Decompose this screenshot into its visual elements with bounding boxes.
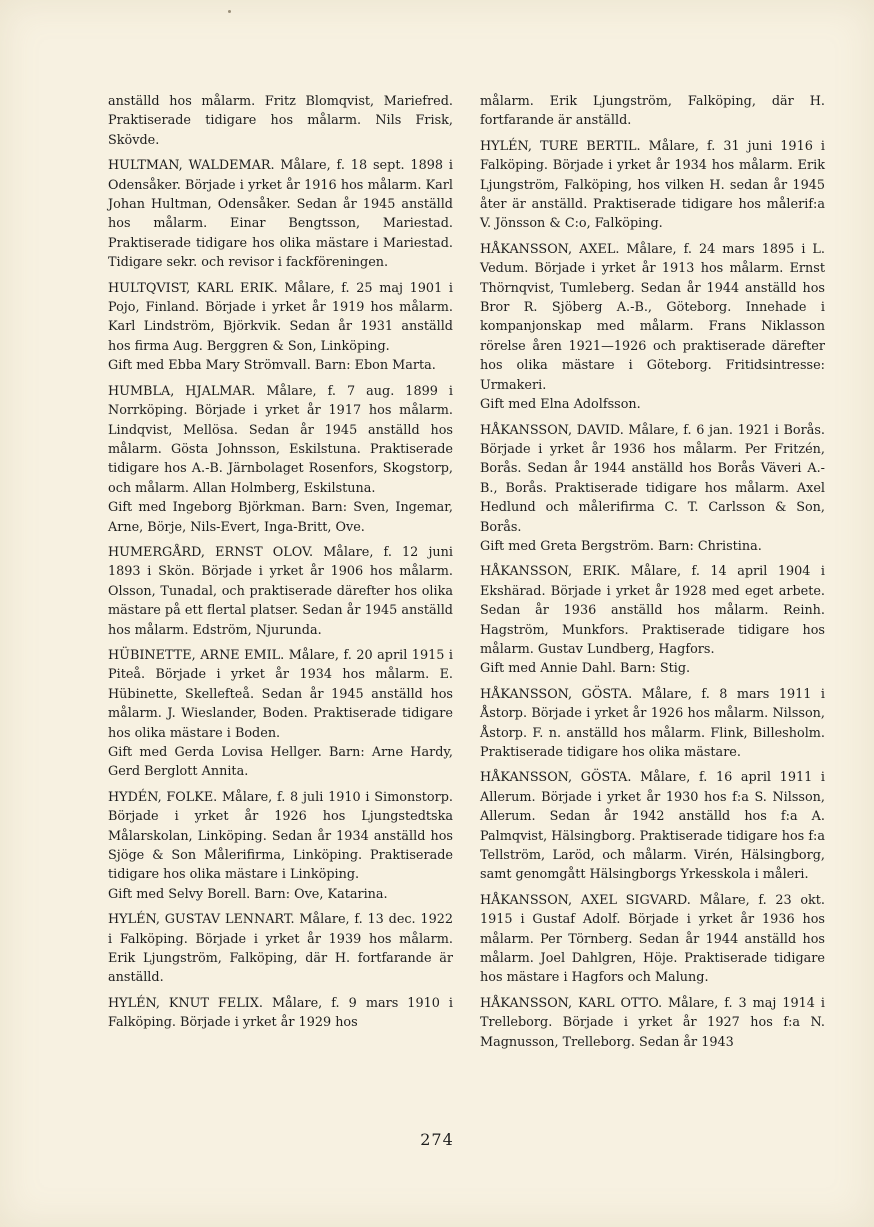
biography-entry [108, 994, 453, 1033]
entry-text: HÅKANSSON, AXEL. Målare, f. 24 mars 1895 i L. Vedum. Började i yrket år 1913 hos målarm. Ernst Thörnqvist, Tumleberg. Sedan år 1944 anställd hos Bror R. Sjöberg A.-B., Göteborg. Innehade i kompanjonskap med målarm. Frans Niklasson rörelse åren 1921—1926 och praktiserade därefter hos olika mästare i Göteborg. Fritidsintresse: Urmakeri. [480, 241, 825, 393]
biography-entry [480, 891, 825, 988]
entry-text: HÅKANSSON, KARL OTTO. Målare, f. 3 maj 1914 i Trelleborg. Började i yrket år 1927 hos f:a N. Magnusson, Trelleborg. Sedan år 1943 [480, 995, 825, 1050]
biography-entry [480, 137, 825, 234]
biography-entry [480, 562, 825, 678]
entry-text: anställd hos målarm. Fritz Blomqvist, Mariefred. Praktiserade tidigare hos målarm. Nils Frisk, Skövde. [108, 94, 453, 148]
entry-text: HYLÉN, KNUT FELIX. Målare, f. 9 mars 1910 i Falköping. Började i yrket år 1929 hos [108, 995, 453, 1031]
entry-text: HÅKANSSON, GÖSTA. Målare, f. 8 mars 1911 i Åstorp. Började i yrket år 1926 hos målarm. Nilsson, Åstorp. F. n. anställd hos målarm. Flink, Billesholm. Praktiserade tidigare hos olika mästare. [480, 686, 825, 760]
biography-entry [480, 240, 825, 415]
entry-family-text: Gift med Gerda Lovisa Hellger. Barn: Arne Hardy, Gerd Berglott Annita. [108, 745, 453, 780]
entry-text: HYDÉN, FOLKE. Målare, f. 8 juli 1910 i Simonstorp. Började i yrket år 1926 hos Ljungstedtska Målarskolan, Linköping. Sedan år 1934 anställd hos Sjöge & Son Målerifirma, Linköping. Praktiserade tidigare hos olika mästare i Linköping. [108, 789, 453, 883]
biography-entry [108, 788, 453, 904]
entry-text: HYLÉN, TURE BERTIL. Målare, f. 31 juni 1916 i Falköping. Började i yrket år 1934 hos målarm. Erik Ljungström, Falköping, hos vilken H. sedan år 1945 åter är anställd. Praktiserade tidigare hos målerif:a V. Jönsson & C:o, Falköping. [480, 138, 825, 232]
entry-text: HÅKANSSON, AXEL SIGVARD. Målare, f. 23 okt. 1915 i Gustaf Adolf. Började i yrket år 1936 hos målarm. Per Törnberg. Sedan år 1944 anställd hos målarm. Joel Dahlgren, Höje. Praktiserade tidigare hos mästare i Hagfors och Malung. [480, 892, 825, 986]
entry-text: HÜBINETTE, ARNE EMIL. Målare, f. 20 april 1915 i Piteå. Började i yrket år 1934 hos målarm. E. Hübinette, Skellefteå. Sedan år 1945 anställd hos målarm. J. Wieslander, Boden. Praktiserade tidigare hos olika mästare i Boden. [108, 647, 453, 741]
entry-text: HÅKANSSON, DAVID. Målare, f. 6 jan. 1921 i Borås. Började i yrket år 1936 hos målarm. Per Fritzén, Borås. Sedan år 1944 anställd hos Borås Väveri A.-B., Borås. Praktiserade tidigare hos målarm. Axel Hedlund och målerifirma C. T. Carlsson & Son, Borås. [480, 422, 825, 535]
entry-family-text: Gift med Greta Bergström. Barn: Christina. [480, 538, 762, 554]
biography-entry [108, 156, 453, 272]
entry-family-text: Gift med Ebba Mary Strömvall. Barn: Ebon Marta. [108, 358, 436, 374]
speck-mark [228, 10, 231, 13]
entry-text: HULTMAN, WALDEMAR. Målare, f. 18 sept. 1898 i Odensåker. Började i yrket år 1916 hos målarm. Karl Johan Hultman, Odensåker. Sedan år 1945 anställd hos målarm. Einar Bengtsson, Mariestad. Praktiserade tidigare hos olika mästare i Mariestad. Tidigare sekr. och revisor i fackföreningen. [108, 158, 453, 271]
biography-entry [480, 92, 825, 131]
entry-text: målarm. Erik Ljungström, Falköping, där H. fortfarande är anställd. [480, 94, 825, 129]
biography-entry [108, 92, 453, 150]
biography-entry [108, 910, 453, 988]
biography-entry [480, 768, 825, 884]
right-column [480, 92, 825, 1058]
entry-family-text: Gift med Selvy Borell. Barn: Ove, Katarina. [108, 886, 388, 902]
biography-entry [108, 382, 453, 537]
entry-text: HYLÉN, GUSTAV LENNART. Målare, f. 13 dec. 1922 i Falköping. Började i yrket år 1939 hos målarm. Erik Ljungström, Falköping, där H. fortfarande är anställd. [108, 912, 453, 986]
entry-family-text: Gift med Ingeborg Björkman. Barn: Sven, Ingemar, Arne, Börje, Nils-Evert, Inga-Britt, Ove. [108, 500, 453, 535]
entry-text: HUMBLA, HJALMAR. Målare, f. 7 aug. 1899 i Norrköping. Började i yrket år 1917 hos målarm. Lindqvist, Mellösa. Sedan år 1945 anställd hos målarm. Gösta Johnsson, Eskilstuna. Praktiserade tidigare hos A.-B. Järnbolaget Rosenfors, Skogstorp, och målarm. Allan Holmberg, Eskilstuna. [108, 383, 453, 496]
entry-text: HÅKANSSON, GÖSTA. Målare, f. 16 april 1911 i Allerum. Började i yrket år 1930 hos f:a S. Nilsson, Allerum. Sedan år 1942 anställd hos f:a A. Palmqvist, Hälsingborg. Praktiserade tidigare hos f:a Tellström, Laröd, och målarm. Virén, Hälsingborg, samt genomgått Hälsingborgs Yrkesskola i måleri. [480, 770, 825, 883]
entry-family-text: Gift med Elna Adolfsson. [480, 397, 641, 413]
entry-text: HULTQVIST, KARL ERIK. Målare, f. 25 maj 1901 i Pojo, Finland. Började i yrket år 1919 hos målarm. Karl Lindström, Björkvik. Sedan år 1931 anställd hos firma Aug. Berggren & Son, Linköping. [108, 280, 453, 354]
biography-entry [480, 994, 825, 1052]
biography-entry [108, 646, 453, 782]
biography-entry [108, 279, 453, 376]
biography-entry [108, 543, 453, 640]
entry-text: HUMERGÅRD, ERNST OLOV. Målare, f. 12 juni 1893 i Skön. Började i yrket år 1906 hos målarm. Olsson, Tunadal, och praktiserade därefter hos olika mästare på ett flertal platser. Sedan år 1945 anställd hos målarm. Edström, Njurunda. [108, 544, 453, 638]
biography-entry [480, 421, 825, 557]
left-column [108, 92, 453, 1039]
entry-family-text: Gift med Annie Dahl. Barn: Stig. [480, 661, 691, 677]
page-number: 274 [420, 1130, 454, 1149]
biography-entry [480, 685, 825, 763]
entry-text: HÅKANSSON, ERIK. Målare, f. 14 april 1904 i Ekshärad. Började i yrket år 1928 med eget arbete. Sedan år 1936 anställd hos målarm. Reinh. Hagström, Munkfors. Praktiserade tidigare hos målarm. Gustav Lundberg, Hagfors. [480, 564, 825, 657]
